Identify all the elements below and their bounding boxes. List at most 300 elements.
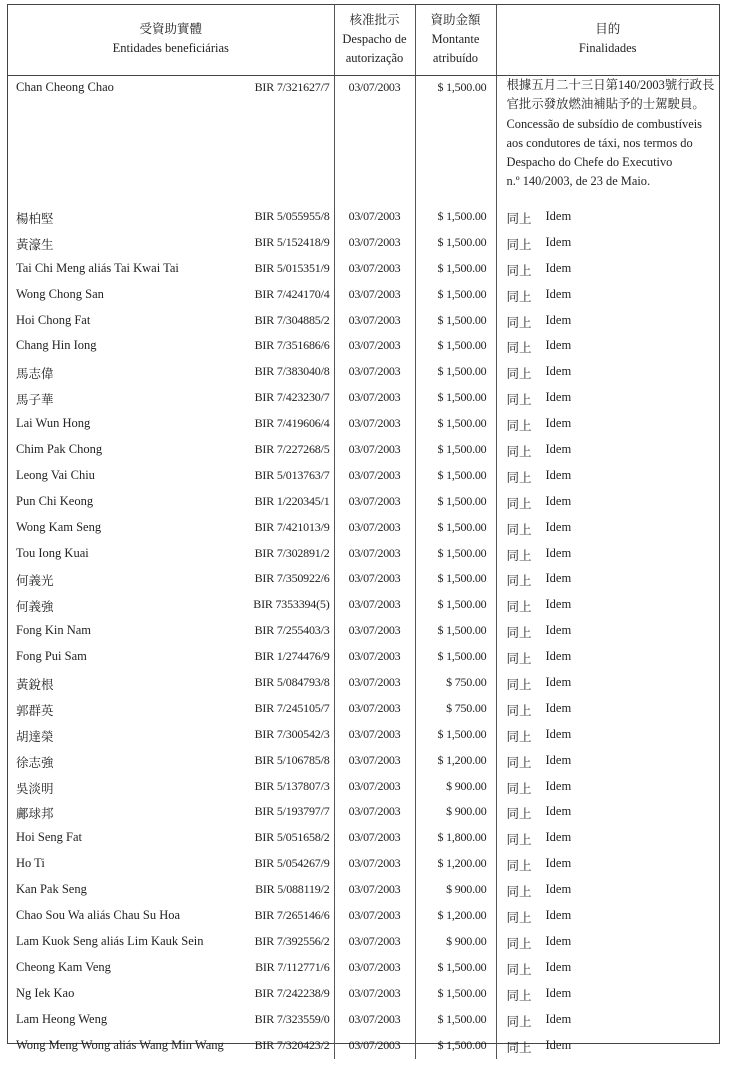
entity-id-ref: BIR 5/152418/9 <box>254 234 330 249</box>
purpose-cell <box>496 956 719 982</box>
purpose-line: Concessão de subsídio de combustíveis <box>506 116 702 131</box>
purpose-cell <box>496 852 719 878</box>
purpose-cell <box>496 878 719 904</box>
authorization-date-cell <box>334 956 415 982</box>
authorization-date: 03/07/2003 <box>348 416 401 431</box>
entity-name: Lam Kuok Seng aliás Lim Kauk Sein <box>16 933 204 948</box>
purpose-pt: Idem <box>545 209 572 223</box>
entity-name: 黃濠生 <box>16 237 54 252</box>
authorization-date-cell <box>334 982 415 1008</box>
entity-cell <box>8 542 334 568</box>
amount-value: $ 1,500.00 <box>437 209 487 223</box>
purpose-pt: Idem <box>545 597 572 612</box>
entity-cell <box>8 283 334 309</box>
amount-value: $ 1,800.00 <box>437 830 487 845</box>
table-row <box>8 542 719 568</box>
entity-id-ref: BIR 7/423230/7 <box>254 390 330 405</box>
entity-cell <box>8 334 334 360</box>
table-row <box>8 516 719 542</box>
entity-cell <box>8 205 334 231</box>
entity-name: Chao Sou Wa aliás Chau Su Hoa <box>16 908 181 923</box>
entity-name: 鄺球邦 <box>16 807 54 822</box>
entity-name: 胡達榮 <box>16 729 54 744</box>
entity-name: Wong Meng Wong aliás Wang Min Wang <box>16 1037 224 1052</box>
amount-cell <box>415 542 496 568</box>
authorization-date: 03/07/2003 <box>348 778 401 793</box>
table-row <box>8 334 719 360</box>
amount-cell <box>415 982 496 1008</box>
amount-cell <box>415 723 496 749</box>
authorization-date: 03/07/2003 <box>348 390 401 405</box>
entity-id-ref: BIR 7/320423/2 <box>254 1037 330 1052</box>
entity-cell <box>8 645 334 671</box>
authorization-date: 03/07/2003 <box>348 80 401 94</box>
entity-id-ref: BIR 5/084793/8 <box>254 675 330 690</box>
table-row <box>8 826 719 852</box>
purpose-pt: Idem <box>545 234 572 249</box>
purpose-zh: 同上 <box>506 962 532 977</box>
entity-cell <box>8 930 334 956</box>
authorization-date-cell <box>334 464 415 490</box>
entity-cell <box>8 904 334 930</box>
entity-id-ref: BIR 5/106785/8 <box>254 752 330 767</box>
purpose-pt: Idem <box>545 312 572 327</box>
purpose-pt: Idem <box>545 519 572 534</box>
authorization-date-cell <box>334 386 415 412</box>
purpose-pt: Idem <box>545 442 572 457</box>
amount-cell <box>415 76 496 206</box>
authorization-date-cell <box>334 593 415 619</box>
purpose-cell <box>496 360 719 386</box>
purpose-zh: 同上 <box>506 445 532 460</box>
header-amount-pt2: atribuído <box>432 51 479 65</box>
entity-id-ref: BIR 5/137807/3 <box>254 778 330 793</box>
header-entities-zh: 受資助實體 <box>139 22 202 36</box>
entity-id-ref: BIR 7/112771/6 <box>255 959 330 974</box>
amount-cell <box>415 283 496 309</box>
authorization-date: 03/07/2003 <box>348 364 401 379</box>
authorization-date: 03/07/2003 <box>348 1011 401 1026</box>
amount-cell <box>415 360 496 386</box>
purpose-cell <box>496 593 719 619</box>
entity-cell <box>8 956 334 982</box>
authorization-date: 03/07/2003 <box>348 700 401 715</box>
purpose-zh: 同上 <box>506 289 532 304</box>
entity-cell <box>8 723 334 749</box>
entity-cell <box>8 671 334 697</box>
amount-cell <box>415 904 496 930</box>
table-row <box>8 982 719 1008</box>
purpose-zh: 同上 <box>506 885 532 900</box>
purpose-zh: 同上 <box>506 341 532 356</box>
entity-cell <box>8 309 334 335</box>
purpose-pt: Idem <box>545 908 572 923</box>
purpose-pt: Idem <box>545 752 572 767</box>
entity-id-ref: BIR 5/055955/8 <box>254 209 330 223</box>
amount-cell <box>415 826 496 852</box>
purpose-cell <box>496 930 719 956</box>
table-row <box>8 697 719 723</box>
amount-value: $ 1,500.00 <box>437 985 487 1000</box>
amount-cell <box>415 386 496 412</box>
purpose-pt: Idem <box>545 804 572 819</box>
purpose-zh: 同上 <box>506 574 532 589</box>
table-row <box>8 1008 719 1034</box>
purpose-pt: Idem <box>545 726 572 741</box>
amount-cell <box>415 231 496 257</box>
entity-name: Pun Chi Keong <box>16 493 94 508</box>
table-row <box>8 76 719 206</box>
entity-id-ref: BIR 7/265146/6 <box>254 908 330 923</box>
authorization-date: 03/07/2003 <box>348 623 401 638</box>
table-row <box>8 956 719 982</box>
purpose-zh: 同上 <box>506 833 532 848</box>
authorization-date-cell <box>334 567 415 593</box>
authorization-date-cell <box>334 904 415 930</box>
authorization-date: 03/07/2003 <box>348 933 401 948</box>
purpose-pt: Idem <box>545 623 572 638</box>
entity-cell <box>8 852 334 878</box>
amount-value: $ 750.00 <box>446 675 487 690</box>
entity-id-ref: BIR 7/383040/8 <box>254 364 330 379</box>
entity-cell <box>8 412 334 438</box>
purpose-pt: Idem <box>545 985 572 1000</box>
entity-id-ref: BIR 7/323559/0 <box>254 1011 330 1026</box>
entity-name: Chim Pak Chong <box>16 442 103 457</box>
entity-id-ref: BIR 1/220345/1 <box>254 493 330 508</box>
entity-name: 吳淡明 <box>16 781 54 796</box>
amount-cell <box>415 775 496 801</box>
purpose-zh: 同上 <box>506 237 532 252</box>
table-row <box>8 412 719 438</box>
authorization-date-cell <box>334 826 415 852</box>
authorization-date: 03/07/2003 <box>348 312 401 327</box>
amount-cell <box>415 412 496 438</box>
purpose-zh: 同上 <box>506 729 532 744</box>
header-entities <box>8 5 334 76</box>
amount-value: $ 1,500.00 <box>437 1037 487 1052</box>
purpose-cell <box>496 386 719 412</box>
authorization-date: 03/07/2003 <box>348 286 401 301</box>
entity-name: Hoi Seng Fat <box>16 830 82 845</box>
entity-id-ref: BIR 1/274476/9 <box>254 649 330 664</box>
entity-cell <box>8 593 334 619</box>
header-authorization-zh: 核准批示 <box>349 13 400 27</box>
authorization-date: 03/07/2003 <box>348 675 401 690</box>
amount-cell <box>415 257 496 283</box>
amount-cell <box>415 1034 496 1060</box>
entity-id-ref: BIR 7/351686/6 <box>254 338 330 353</box>
amount-value: $ 1,500.00 <box>437 442 487 457</box>
amount-cell <box>415 334 496 360</box>
entity-cell <box>8 982 334 1008</box>
subsidy-table-frame <box>7 4 720 1055</box>
purpose-zh: 同上 <box>506 1040 532 1055</box>
entity-name: Wong Kam Seng <box>16 519 102 534</box>
purpose-pt: Idem <box>545 571 572 586</box>
entity-name: Fong Kin Nam <box>16 623 91 638</box>
authorization-date-cell <box>334 412 415 438</box>
amount-value: $ 1,500.00 <box>437 467 487 482</box>
header-authorization-pt1: Despacho de <box>342 32 407 46</box>
authorization-date: 03/07/2003 <box>348 1037 401 1052</box>
purpose-cell <box>496 1034 719 1060</box>
purpose-cell <box>496 231 719 257</box>
entity-name: 馬志偉 <box>16 367 54 382</box>
purpose-cell <box>496 982 719 1008</box>
entity-name: Lam Heong Weng <box>16 1011 108 1026</box>
subsidy-table <box>8 5 719 1059</box>
purpose-pt: Idem <box>545 390 572 405</box>
entity-cell <box>8 76 334 206</box>
entity-name: 郭群英 <box>16 703 54 718</box>
entity-name: 何義強 <box>16 600 54 615</box>
table-row <box>8 309 719 335</box>
authorization-date: 03/07/2003 <box>348 493 401 508</box>
amount-value: $ 1,500.00 <box>437 1011 487 1026</box>
purpose-zh: 同上 <box>506 911 532 926</box>
purpose-pt: Idem <box>545 933 572 948</box>
amount-cell <box>415 464 496 490</box>
entity-id-ref: BIR 5/088119/2 <box>255 882 330 897</box>
amount-cell <box>415 309 496 335</box>
table-row <box>8 878 719 904</box>
header-purpose <box>496 5 719 76</box>
purpose-zh: 同上 <box>506 315 532 330</box>
purpose-zh: 同上 <box>506 1014 532 1029</box>
purpose-zh: 同上 <box>506 678 532 693</box>
authorization-date-cell <box>334 749 415 775</box>
authorization-date: 03/07/2003 <box>348 752 401 767</box>
purpose-cell <box>496 800 719 826</box>
amount-value: $ 900.00 <box>446 933 487 948</box>
purpose-cell <box>496 412 719 438</box>
table-row <box>8 567 719 593</box>
authorization-date-cell <box>334 723 415 749</box>
purpose-cell <box>496 438 719 464</box>
table-row <box>8 438 719 464</box>
authorization-date-cell <box>334 283 415 309</box>
authorization-date: 03/07/2003 <box>348 908 401 923</box>
entity-name: Tai Chi Meng aliás Tai Kwai Tai <box>16 260 179 275</box>
authorization-date-cell <box>334 878 415 904</box>
purpose-zh: 同上 <box>506 393 532 408</box>
entity-cell <box>8 438 334 464</box>
authorization-date-cell <box>334 619 415 645</box>
purpose-zh: 同上 <box>506 212 532 226</box>
amount-cell <box>415 645 496 671</box>
authorization-date: 03/07/2003 <box>348 545 401 560</box>
entity-cell <box>8 464 334 490</box>
purpose-zh: 同上 <box>506 936 532 951</box>
table-row <box>8 645 719 671</box>
entity-name: Cheong Kam Veng <box>16 959 111 974</box>
table-row <box>8 852 719 878</box>
purpose-cell <box>496 309 719 335</box>
amount-cell <box>415 852 496 878</box>
purpose-zh: 同上 <box>506 755 532 770</box>
entity-id-ref: BIR 7/392556/2 <box>254 933 330 948</box>
purpose-pt: Idem <box>545 882 572 897</box>
purpose-zh: 同上 <box>506 626 532 641</box>
purpose-pt: Idem <box>545 493 572 508</box>
table-row <box>8 593 719 619</box>
entity-id-ref: BIR 5/054267/9 <box>254 856 330 871</box>
authorization-date-cell <box>334 309 415 335</box>
header-entities-pt: Entidades beneficiárias <box>112 41 229 55</box>
purpose-pt: Idem <box>545 260 572 275</box>
purpose-cell <box>496 464 719 490</box>
purpose-cell <box>496 76 719 206</box>
amount-value: $ 1,500.00 <box>437 338 487 353</box>
amount-value: $ 1,200.00 <box>437 908 487 923</box>
purpose-line: 官批示發放燃油補貼予的士駕駛員。 <box>506 97 705 112</box>
table-row <box>8 490 719 516</box>
header-purpose-pt: Finalidades <box>578 41 637 55</box>
amount-value: $ 1,500.00 <box>437 571 487 586</box>
entity-cell <box>8 1034 334 1060</box>
authorization-date: 03/07/2003 <box>348 597 401 612</box>
purpose-cell <box>496 490 719 516</box>
amount-value: $ 900.00 <box>446 804 487 819</box>
table-row <box>8 749 719 775</box>
entity-id-ref: BIR 7/421013/9 <box>254 519 330 534</box>
entity-cell <box>8 697 334 723</box>
authorization-date-cell <box>334 205 415 231</box>
table-body <box>8 76 719 1060</box>
table-row <box>8 930 719 956</box>
amount-value: $ 1,500.00 <box>437 726 487 741</box>
purpose-cell <box>496 283 719 309</box>
authorization-date-cell <box>334 490 415 516</box>
header-amount-zh: 資助金額 <box>430 13 481 27</box>
purpose-cell <box>496 671 719 697</box>
authorization-date: 03/07/2003 <box>348 856 401 871</box>
table-row <box>8 800 719 826</box>
purpose-cell <box>496 904 719 930</box>
amount-cell <box>415 800 496 826</box>
amount-cell <box>415 697 496 723</box>
entity-cell <box>8 386 334 412</box>
amount-value: $ 1,500.00 <box>437 623 487 638</box>
authorization-date-cell <box>334 1034 415 1060</box>
amount-value: $ 750.00 <box>446 700 487 715</box>
entity-cell <box>8 567 334 593</box>
table-row <box>8 360 719 386</box>
amount-cell <box>415 438 496 464</box>
amount-value: $ 1,500.00 <box>437 260 487 275</box>
authorization-date-cell <box>334 1008 415 1034</box>
purpose-zh: 同上 <box>506 988 532 1003</box>
amount-value: $ 1,500.00 <box>437 364 487 379</box>
entity-id-ref: BIR 7/350922/6 <box>254 571 330 586</box>
authorization-date-cell <box>334 231 415 257</box>
entity-cell <box>8 878 334 904</box>
purpose-zh: 同上 <box>506 496 532 511</box>
purpose-pt: Idem <box>545 364 572 379</box>
amount-value: $ 1,500.00 <box>437 234 487 249</box>
table-row <box>8 257 719 283</box>
purpose-zh: 同上 <box>506 522 532 537</box>
amount-value: $ 1,500.00 <box>437 959 487 974</box>
entity-id-ref: BIR 7/227268/5 <box>254 442 330 457</box>
authorization-date: 03/07/2003 <box>348 571 401 586</box>
entity-cell <box>8 749 334 775</box>
authorization-date-cell <box>334 438 415 464</box>
entity-name: Wong Chong San <box>16 286 104 301</box>
purpose-cell <box>496 257 719 283</box>
purpose-zh: 同上 <box>506 548 532 563</box>
authorization-date: 03/07/2003 <box>348 882 401 897</box>
authorization-date: 03/07/2003 <box>348 260 401 275</box>
amount-value: $ 1,500.00 <box>437 80 487 94</box>
authorization-date: 03/07/2003 <box>348 338 401 353</box>
purpose-pt: Idem <box>545 778 572 793</box>
authorization-date: 03/07/2003 <box>348 442 401 457</box>
amount-value: $ 1,500.00 <box>437 597 487 612</box>
amount-cell <box>415 930 496 956</box>
purpose-pt: Idem <box>545 338 572 353</box>
purpose-cell <box>496 1008 719 1034</box>
authorization-date-cell <box>334 516 415 542</box>
entity-name: 馬子華 <box>16 393 54 408</box>
entity-id-ref: BIR 7/321627/7 <box>254 80 330 94</box>
entity-name: Hoi Chong Fat <box>16 312 91 327</box>
amount-value: $ 1,500.00 <box>437 390 487 405</box>
amount-cell <box>415 749 496 775</box>
entity-cell <box>8 257 334 283</box>
table-row <box>8 1034 719 1060</box>
table-row <box>8 231 719 257</box>
purpose-cell <box>496 567 719 593</box>
purpose-line: aos condutores de táxi, nos termos do <box>506 135 693 150</box>
purpose-pt: Idem <box>545 416 572 431</box>
amount-value: $ 900.00 <box>446 778 487 793</box>
authorization-date-cell <box>334 76 415 206</box>
table-row <box>8 904 719 930</box>
amount-value: $ 1,500.00 <box>437 545 487 560</box>
amount-value: $ 1,200.00 <box>437 856 487 871</box>
authorization-date: 03/07/2003 <box>348 726 401 741</box>
purpose-cell <box>496 542 719 568</box>
header-purpose-zh: 目的 <box>595 22 621 36</box>
entity-name: 何義光 <box>16 574 54 589</box>
authorization-date: 03/07/2003 <box>348 959 401 974</box>
table-row <box>8 205 719 231</box>
entity-name: Ho Ti <box>16 856 45 871</box>
authorization-date: 03/07/2003 <box>348 234 401 249</box>
entity-cell <box>8 516 334 542</box>
purpose-cell <box>496 619 719 645</box>
entity-id-ref: BIR 7/304885/2 <box>254 312 330 327</box>
authorization-date: 03/07/2003 <box>348 467 401 482</box>
entity-cell <box>8 800 334 826</box>
purpose-cell <box>496 826 719 852</box>
entity-cell <box>8 826 334 852</box>
authorization-date: 03/07/2003 <box>348 519 401 534</box>
purpose-cell <box>496 205 719 231</box>
purpose-pt: Idem <box>545 545 572 560</box>
authorization-date: 03/07/2003 <box>348 209 401 223</box>
purpose-pt: Idem <box>545 286 572 301</box>
amount-cell <box>415 1008 496 1034</box>
amount-cell <box>415 878 496 904</box>
entity-cell <box>8 619 334 645</box>
entity-id-ref: BIR 5/193797/7 <box>254 804 330 819</box>
authorization-date-cell <box>334 671 415 697</box>
entity-name: Chan Cheong Chao <box>16 80 114 94</box>
authorization-date-cell <box>334 257 415 283</box>
